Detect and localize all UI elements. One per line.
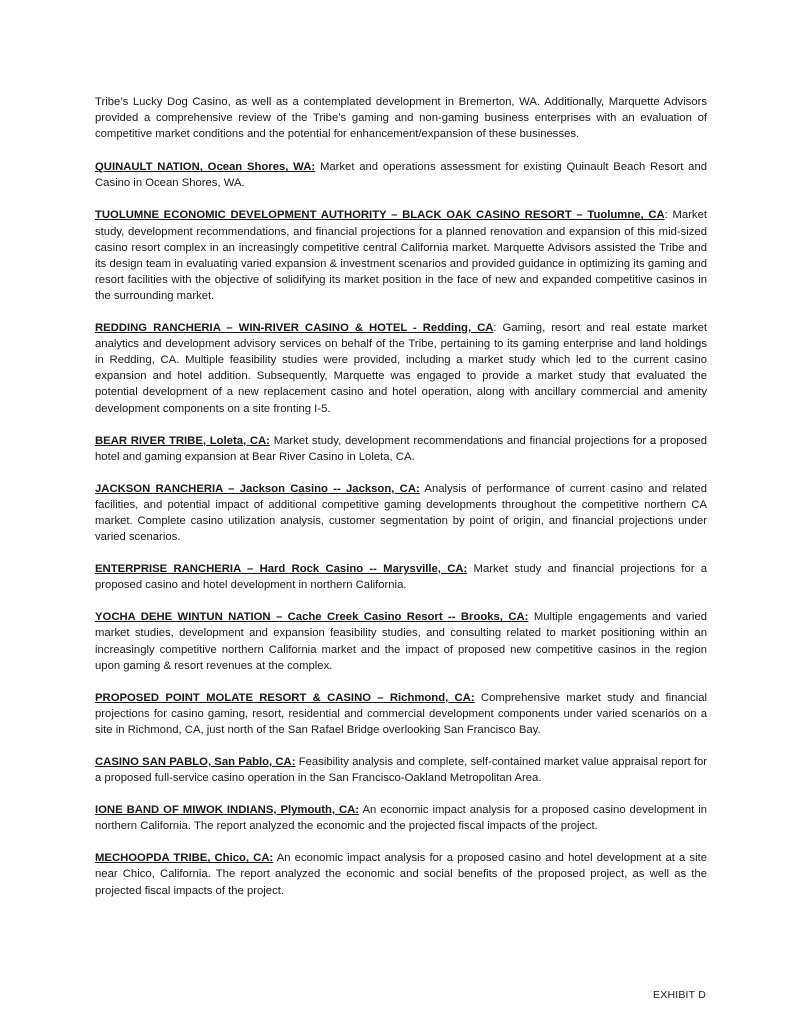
entry-text: Analysis of performance of current casino and related facilities, and potential impact of additional competitive gaming developments throughout the competitive northern CA market. Complete casino utilization analysis, customer segmentation by point of origin, and financial projections under varied scenarios.	[95, 482, 707, 544]
entry-yocha-dehe	[95, 609, 707, 673]
entry-san-pablo	[95, 754, 707, 786]
entry-heading: QUINAULT NATION, Ocean Shores, WA:	[95, 161, 316, 174]
entry-text: Feasibility analysis and complete, self-contained market value appraisal report for a proposed full-service casino operation in the San Francisco-Oakland Metropolitan Area.	[95, 756, 708, 785]
intro-paragraph: Tribe’s Lucky Dog Casino, as well as a contemplated development in Bremerton, WA. Additionally, Marquette Advisors provided a comprehensive review of the Tribe’s gaming and non-gaming business enterprises with an evaluation of competitive market conditions and the potential for enhancement/expansion of these businesses.	[95, 96, 707, 141]
entry-text: Comprehensive market study and financial projections for casino gaming, resort, residential and commercial development components under varied scenarios on a site in Richmond, CA, just north of the San Rafael Bridge overlooking San Francisco Bay.	[95, 691, 707, 736]
entry-heading: YOCHA DEHE WINTUN NATION – Cache Creek Casino Resort -- Brooks, CA:	[95, 611, 529, 624]
exhibit-label: EXHIBIT D	[653, 989, 706, 1001]
entry-heading: BEAR RIVER TRIBE, Loleta, CA:	[95, 434, 270, 447]
entry-text: Gaming, resort and real estate market analytics and development advisory services on behalf of the Tribe, pertaining to its gaming enterprise and land holdings in Redding, CA. Multiple feasibility studies were provided, including a market study which led to the current casino expansion and hotel addition. Subsequently, Marquette was engaged to provide a market study that evaluated the potential development of a new replacement casino and hotel operation, along with ancillary commercial and amenity development components on a site fronting I-5.	[95, 322, 707, 415]
entry-heading: CASINO SAN PABLO, San Pablo, CA:	[95, 756, 296, 768]
entry-point-molate	[95, 690, 707, 738]
entry-enterprise	[95, 561, 707, 593]
entry-heading: PROPOSED POINT MOLATE RESORT & CASINO – Richmond, CA:	[95, 691, 475, 704]
entry-heading: TUOLUMNE ECONOMIC DEVELOPMENT AUTHORITY – BLACK OAK CASINO RESORT – Tuolumne, CA	[95, 209, 665, 222]
entry-text: An economic impact analysis for a proposed casino development in northern California. The report analyzed the economic and the projected fiscal impacts of the project.	[95, 804, 707, 833]
document-body	[95, 94, 707, 915]
entry-heading: MECHOOPDA TRIBE, Chico, CA:	[95, 852, 274, 865]
entry-heading: REDDING RANCHERIA – WIN-RIVER CASINO & HOTEL - Redding, CA	[95, 322, 494, 335]
entry-text: Market and operations assessment for existing Quinault Beach Resort and Casino in Ocean Shores, WA.	[95, 161, 708, 190]
entry-separator: :	[664, 209, 673, 222]
entry-tuolumne	[95, 207, 707, 304]
entry-redding	[95, 320, 707, 417]
entry-bear-river	[95, 433, 707, 465]
entry-heading: IONE BAND OF MIWOK INDIANS, Plymouth, CA:	[95, 804, 360, 817]
entry-jackson	[95, 481, 707, 545]
entry-separator: :	[493, 322, 503, 335]
entry-text: Multiple engagements and varied market studies, development and expansion feasibility studies, and consulting related to market positioning within an increasingly competitive northern California market and the impact of proposed new competitive casinos in the region upon gaming & resort revenues at the complex.	[95, 611, 708, 672]
entry-text: Market study, development recommendations and financial projections for a proposed hotel and gaming expansion at Bear River Casino in Loleta, CA.	[95, 434, 708, 463]
entry-text: Market study and financial projections for a proposed casino and hotel development in northern California.	[95, 563, 707, 592]
entry-heading: ENTERPRISE RANCHERIA – Hard Rock Casino -- Marysville, CA:	[95, 563, 468, 576]
entry-mechoopda	[95, 850, 707, 898]
entry-heading: JACKSON RANCHERIA – Jackson Casino -- Jackson, CA:	[95, 482, 420, 495]
entry-quinault	[95, 159, 707, 191]
entry-text: An economic impact analysis for a proposed casino and hotel development at a site near Chico, California. The report analyzed the economic and social benefits of the proposed project, as well as the projected fiscal impacts of the project.	[95, 852, 707, 897]
entry-text: Market study, development recommendations, and financial projections for a planned renovation and expansion of this mid-sized casino resort complex in an increasingly competitive central California market. Marquette Advisors assisted the Tribe and its design team in evaluating varied expansion & investment scenarios and provided guidance in optimizing its gaming and resort facilities with the objective of solidifying its market position in the face of new and expanded competitive casinos in the surrounding market.	[95, 209, 707, 302]
entry-ione-band	[95, 802, 707, 834]
